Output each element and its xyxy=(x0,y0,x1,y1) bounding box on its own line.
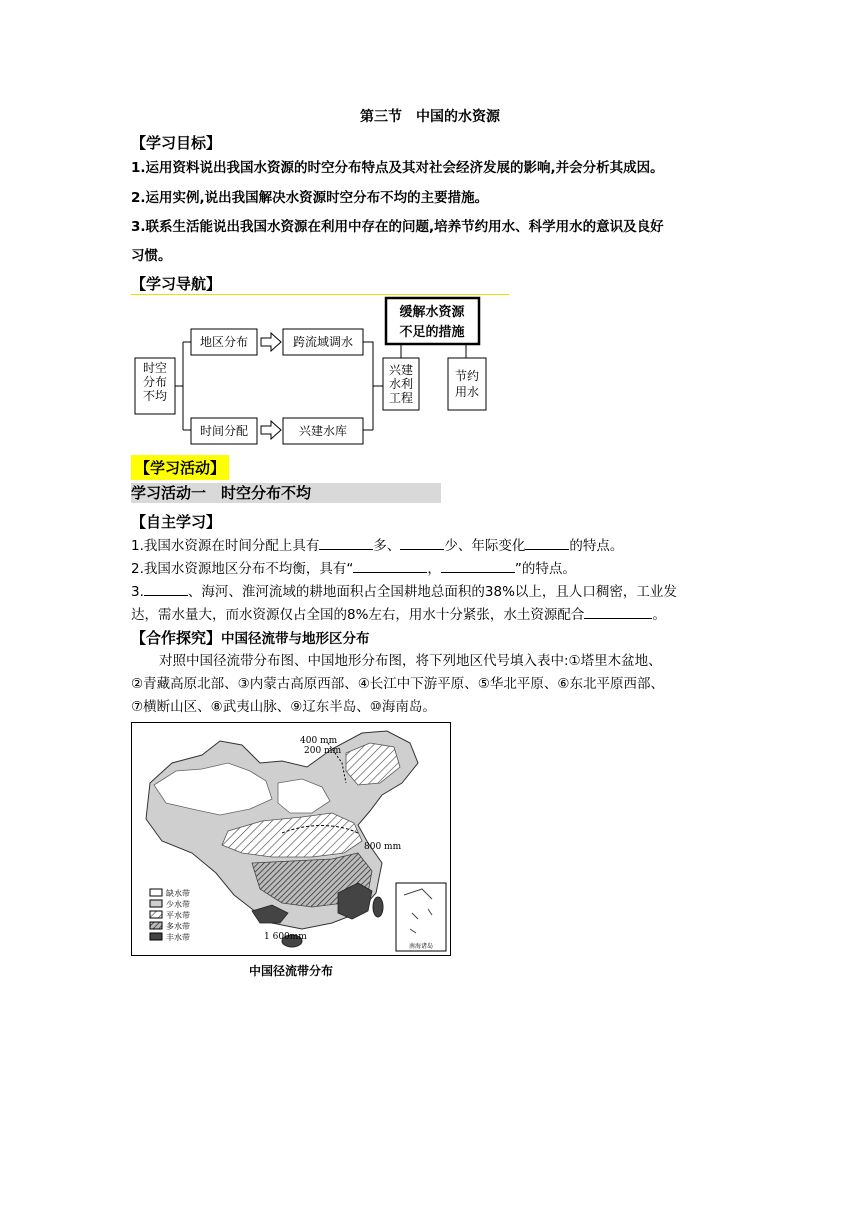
nav-heading: 【学习导航】 xyxy=(131,275,222,293)
nav-flowchart xyxy=(131,296,511,448)
legend-medium: 平水带 xyxy=(166,911,190,920)
legend-dry: 缺水带 xyxy=(166,889,190,898)
activity-one-title: 学习活动一 时空分布不均 xyxy=(131,484,312,502)
coop-topic: 中国径流带与地形区分布 xyxy=(221,631,370,647)
runoff-map xyxy=(131,722,451,956)
saving-box xyxy=(448,358,486,410)
goal-item-3-cont: 习惯。 xyxy=(131,248,172,264)
q3-text-a: 3. xyxy=(131,584,144,600)
q3-text-b: 、海河、淮河流域的耕地面积占全国耕地总面积的38%以上，且人口稠密，工业发 xyxy=(187,584,677,600)
question-1 xyxy=(131,535,623,558)
isoline-label-1600: 1 600mm xyxy=(264,932,307,942)
runoff-map-graphic xyxy=(132,723,450,955)
q3-text-c: 达，需水量大，而水资源仅占全国的8%左右，用水十分紧张，水土资源配合 xyxy=(131,607,585,623)
arrow-1 xyxy=(261,333,281,351)
q1-blank-1[interactable] xyxy=(319,535,373,550)
measures-label: 缓解水资源不足的措施 xyxy=(399,305,465,340)
arrow-2 xyxy=(261,421,281,439)
isoline-label-800: 800 mm xyxy=(364,842,402,852)
coop-line-3: ⑦横断山区、⑧武夷山脉、⑨辽东半岛、⑩海南岛。 xyxy=(131,699,436,715)
question-2 xyxy=(131,558,576,581)
nav-underline xyxy=(131,294,509,295)
activity-heading: 【学习活动】 xyxy=(131,455,229,480)
map-inset xyxy=(396,883,446,951)
q3-blank-2[interactable] xyxy=(584,604,652,619)
q1-text-d: 的特点。 xyxy=(569,538,624,554)
self-study-heading: 【自主学习】 xyxy=(131,513,222,531)
goal-item-1: 1.运用资料说出我国水资源的时空分布特点及其对社会经济发展的影响,并会分析其成因。 xyxy=(131,160,664,176)
question-3-cont xyxy=(131,604,741,627)
q2-text-a: 2.我国水资源地区分布不均衡，具有“ xyxy=(131,561,354,577)
coop-header xyxy=(131,627,370,648)
inset-label: 南海诸岛 xyxy=(408,943,434,950)
coop-heading: 【合作探究】 xyxy=(131,629,222,647)
q3-blank-1[interactable] xyxy=(144,581,188,596)
q1-blank-3[interactable] xyxy=(525,535,569,550)
legend-low: 少水带 xyxy=(166,900,190,909)
q2-blank-2[interactable] xyxy=(441,558,515,573)
q3-text-d: 。 xyxy=(652,607,666,623)
q1-text-b: 多、 xyxy=(373,538,401,554)
projects-label: 兴建水利工程 xyxy=(388,363,414,405)
activity-one-bar xyxy=(131,483,441,503)
page-title: 第三节 中国的水资源 xyxy=(360,109,500,125)
saving-label: 节约用水 xyxy=(454,369,480,399)
isoline-label-400: 400 mm xyxy=(300,736,338,746)
coop-line-2: ②青藏高原北部、③内蒙古高原西部、④长江中下游平原、⑤华北平原、⑥东北平原西部、 xyxy=(131,676,665,692)
q1-text-c: 少、年际变化 xyxy=(444,538,526,554)
transfer-label: 跨流域调水 xyxy=(292,335,354,349)
q2-text-b: ， xyxy=(427,561,441,577)
q1-blank-2[interactable] xyxy=(400,535,444,550)
question-3 xyxy=(131,581,741,604)
coop-line-1: 对照中国径流带分布图、中国地形分布图，将下列地区代号填入表中:①塔里木盆地、 xyxy=(159,653,662,669)
region-label: 地区分布 xyxy=(199,335,249,349)
map-legend xyxy=(150,888,190,942)
q2-blank-1[interactable] xyxy=(353,558,427,573)
isoline-label-200: 200 mm xyxy=(304,746,342,756)
map-taiwan xyxy=(373,897,383,917)
root-label: 时空分布不均 xyxy=(142,361,168,403)
reservoir-label: 兴建水库 xyxy=(298,424,348,438)
goal-item-3: 3.联系生活能说出我国水资源在利用中存在的问题,培养节约用水、科学用水的意识及良好 xyxy=(131,219,664,235)
q1-text-a: 1.我国水资源在时间分配上具有 xyxy=(131,538,320,554)
goals-heading: 【学习目标】 xyxy=(131,134,222,152)
legend-wet: 多水带 xyxy=(166,922,190,931)
map-caption: 中国径流带分布 xyxy=(248,964,333,978)
time-label: 时间分配 xyxy=(199,424,249,438)
q2-text-c: ”的特点。 xyxy=(514,561,576,577)
legend-very-wet: 丰水带 xyxy=(166,933,190,942)
goal-item-2: 2.运用实例,说出我国解决水资源时空分布不均的主要措施。 xyxy=(131,190,489,206)
